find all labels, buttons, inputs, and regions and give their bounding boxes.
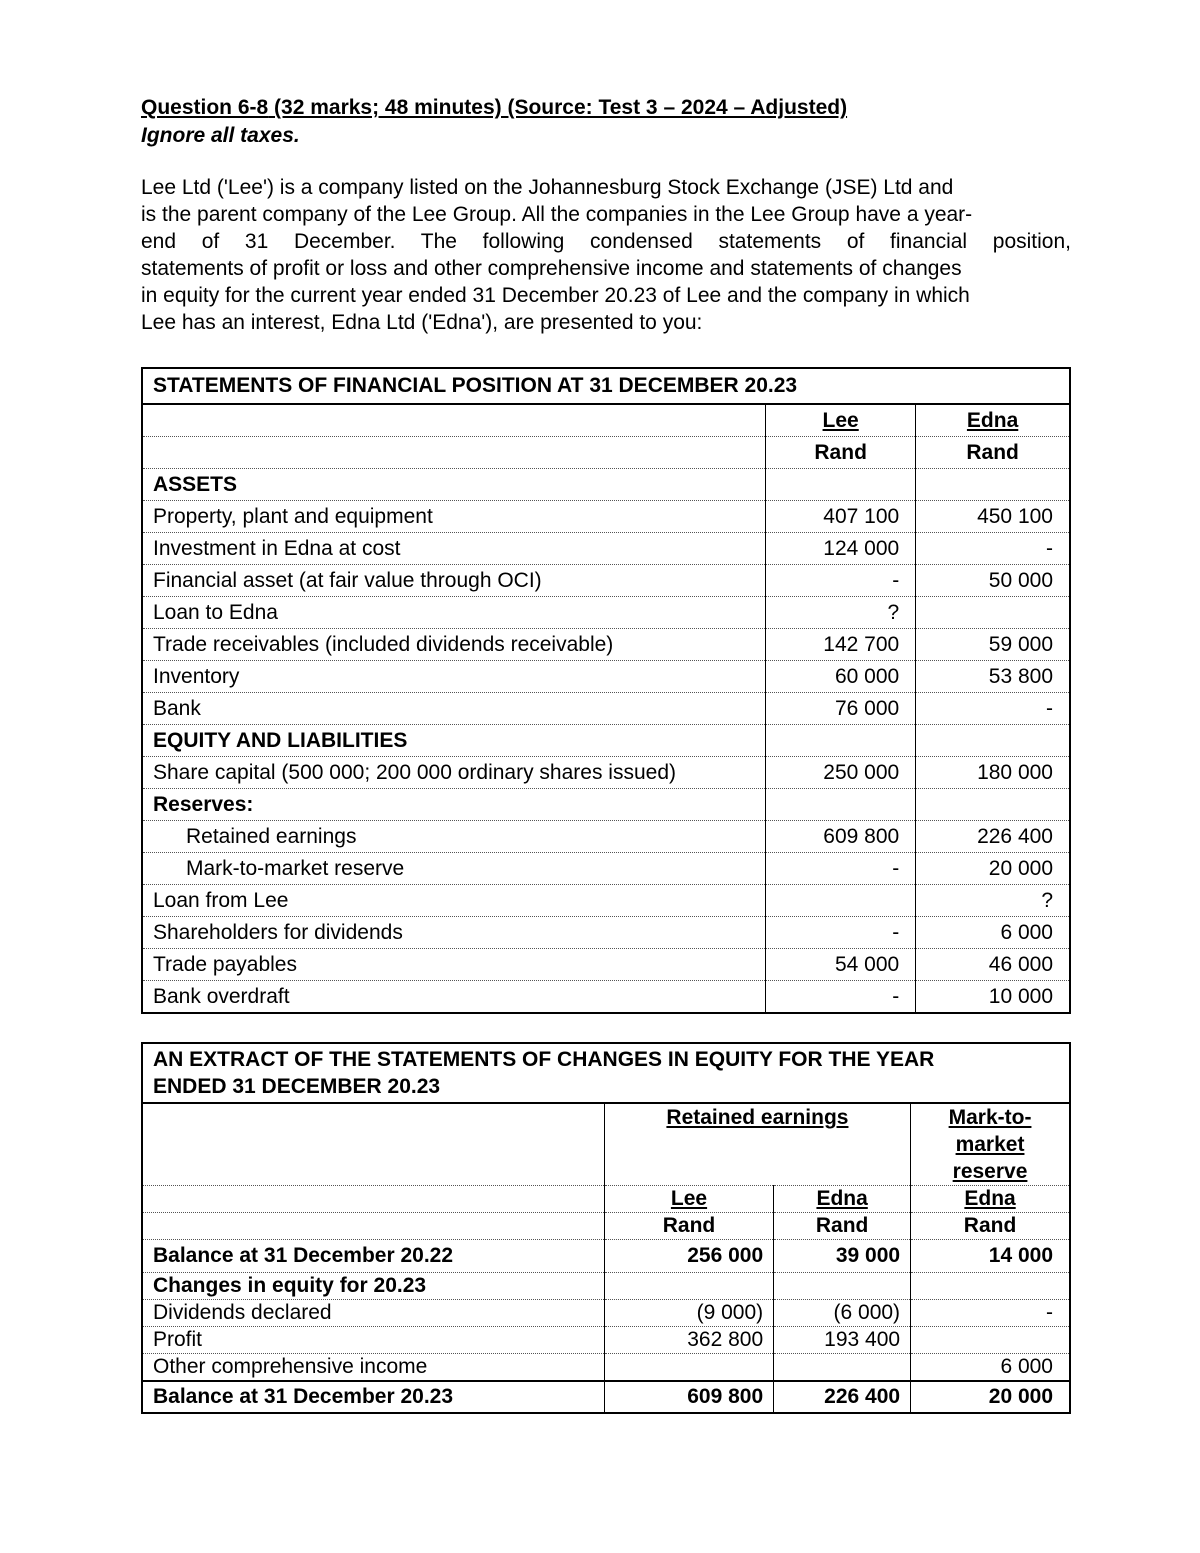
table-row: Inventory 60 000 53 800 <box>142 661 1070 693</box>
table-row: Loan to Edna ? <box>142 597 1070 629</box>
assets-heading: ASSETS <box>142 469 766 501</box>
question-instruction: Ignore all taxes. <box>141 124 300 147</box>
soce-col-edna-mtm: Edna <box>964 1187 1016 1210</box>
table-row: Financial asset (at fair value through OCI) - 50 000 <box>142 565 1070 597</box>
sofp-col-lee: Lee <box>822 408 859 432</box>
table-row: Investment in Edna at cost 124 000 - <box>142 533 1070 565</box>
sofp-unit-edna: Rand <box>916 437 1070 469</box>
table-row: Other comprehensive income 6 000 <box>142 1354 1070 1382</box>
question-meta: (32 marks; 48 minutes) (Source: Test 3 – 2024 – Adjusted) <box>268 96 848 119</box>
intro-line: statements of profit or loss and other comprehensive income and statements of changes <box>141 257 962 280</box>
question-heading <box>141 94 1071 122</box>
table-row: Shareholders for dividends - 6 000 <box>142 917 1070 949</box>
equity-heading: EQUITY AND LIABILITIES <box>142 725 766 757</box>
table-row: Trade receivables (included dividends receivable) 142 700 59 000 <box>142 629 1070 661</box>
table-row: Balance at 31 December 20.22 256 000 39 000 14 000 <box>142 1240 1070 1273</box>
sofp-title: STATEMENTS OF FINANCIAL POSITION AT 31 DECEMBER 20.23 <box>142 368 1070 404</box>
soce-col-edna: Edna <box>816 1187 868 1210</box>
soce-table: AN EXTRACT OF THE STATEMENTS OF CHANGES IN EQUITY FOR THE YEAR ENDED 31 DECEMBER 20.23 Retained earnings Mark-to- market reserve Lee Edna Edna Rand Rand Rand Balance at 31 December 20.22 256 000 39 000 14 000 Changes in equity for 20.23 Dividends declared (9 000) (6 000) - Profit 362 800 193 400 Other comprehensive income 6 000 Balance at 31 December 20.23 609 800 226 400 20 000 <box>141 1042 1071 1414</box>
soce-group-mtm: Mark-to- market reserve <box>948 1106 1032 1183</box>
table-row: Mark-to-market reserve - 20 000 <box>142 853 1070 885</box>
reserves-heading: Reserves: <box>142 789 766 821</box>
intro-line: end of 31 December. The following condensed statements of financial position, <box>141 230 1071 253</box>
table-row: Share capital (500 000; 200 000 ordinary shares issued) 250 000 180 000 <box>142 757 1070 789</box>
table-row: Profit 362 800 193 400 <box>142 1327 1070 1354</box>
intro-paragraph <box>141 174 1071 336</box>
sofp-col-edna: Edna <box>966 408 1019 432</box>
intro-line: is the parent company of the Lee Group. All the companies in the Lee Group have a year- <box>141 203 973 226</box>
intro-line: in equity for the current year ended 31 December 20.23 of Lee and the company in which <box>141 284 970 307</box>
sofp-unit-lee: Rand <box>766 437 916 469</box>
intro-line: Lee has an interest, Edna Ltd ('Edna'), are presented to you: <box>141 311 703 334</box>
table-row: Bank 76 000 - <box>142 693 1070 725</box>
table-row: Dividends declared (9 000) (6 000) - <box>142 1300 1070 1327</box>
soce-group-retained: Retained earnings <box>666 1106 849 1129</box>
table-row: Retained earnings 609 800 226 400 <box>142 821 1070 853</box>
soce-col-lee: Lee <box>670 1187 708 1210</box>
table-row: Trade payables 54 000 46 000 <box>142 949 1070 981</box>
table-row: Loan from Lee ? <box>142 885 1070 917</box>
sofp-table <box>141 367 1071 1014</box>
table-row: Balance at 31 December 20.23 609 800 226 400 20 000 <box>142 1381 1070 1413</box>
changes-heading: Changes in equity for 20.23 <box>142 1273 604 1300</box>
soce-title: AN EXTRACT OF THE STATEMENTS OF CHANGES IN EQUITY FOR THE YEAR ENDED 31 DECEMBER 20.23 <box>142 1043 1070 1103</box>
question-ref: Question 6-8 <box>141 96 269 119</box>
table-row: Property, plant and equipment 407 100 450 100 <box>142 501 1070 533</box>
table-row: Bank overdraft - 10 000 <box>142 981 1070 1014</box>
intro-line: Lee Ltd ('Lee') is a company listed on the Johannesburg Stock Exchange (JSE) Ltd and <box>141 176 954 199</box>
question-header <box>141 94 1071 336</box>
